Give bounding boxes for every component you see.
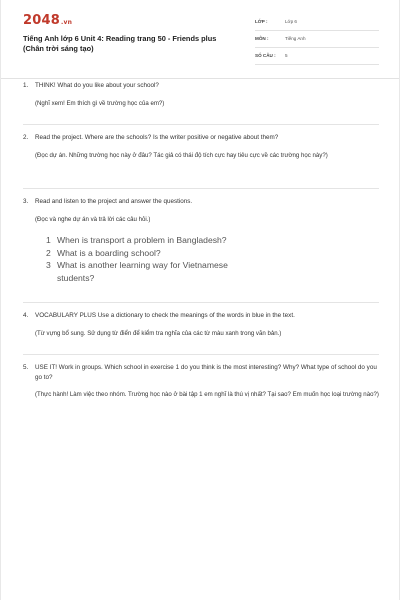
sub-question-text: What is a boarding school? [57, 247, 161, 258]
meta-row-subject [255, 32, 379, 48]
meta-value: Lớp 6 [285, 19, 297, 24]
question-2 [23, 133, 381, 160]
question-1 [23, 81, 381, 108]
question-number: 4. [23, 312, 29, 319]
question-divider [23, 124, 379, 125]
sub-question-list [46, 234, 381, 284]
logo-suffix: .vn [60, 19, 73, 26]
question-divider [23, 188, 379, 189]
meta-label: MÔN : [255, 36, 269, 41]
sub-question-item [46, 259, 257, 284]
question-text: THINK! What do you like about your school? [35, 82, 159, 89]
meta-label: LỚP : [255, 19, 268, 24]
sub-question-item [46, 234, 381, 247]
meta-label: SỐ CÂU : [255, 53, 276, 58]
question-text: Read and listen to the project and answer the questions. [35, 198, 193, 205]
sub-question-number: 3 [46, 260, 51, 270]
logo-text: 2048 [23, 13, 60, 28]
site-logo[interactable] [23, 13, 72, 28]
question-4 [23, 311, 381, 338]
question-3 [23, 197, 381, 284]
question-translation: (Từ vựng bổ sung. Sử dụng từ điển để kiểm tra nghĩa của các từ màu xanh trong văn bản.) [35, 329, 282, 337]
question-text: USE IT! Work in groups. Which school in exercise 1 do you think is the most interesting? Why? What type of school do you go to? [35, 364, 377, 381]
meta-value: 5 [285, 53, 288, 58]
question-translation: (Thực hành! Làm việc theo nhóm. Trường học nào ở bài tập 1 em nghĩ là thú vị nhất? Tại sao? Em muốn học loại trường nào?) [35, 391, 379, 398]
question-translation: (Nghĩ xem! Em thích gì về trường học của em?) [35, 99, 165, 107]
question-divider [23, 302, 379, 303]
question-translation: (Đọc dự án. Những trường học này ở đâu? Tác giả có thái độ tích cực hay tiêu cực về các trường học này?) [35, 151, 328, 159]
question-number: 5. [23, 364, 29, 371]
question-number: 2. [23, 134, 29, 141]
sub-question-text: What is another learning way for Vietnamese students? [57, 260, 228, 283]
meta-info [255, 15, 379, 66]
question-divider [23, 354, 379, 355]
document-title: Tiếng Anh lớp 6 Unit 4: Reading trang 50 - Friends plus (Chân trời sáng tạo) [23, 34, 217, 53]
question-text: Read the project. Where are the schools? Is the writer positive or negative about them? [35, 134, 279, 141]
sub-question-text: When is transport a problem in Bangladesh? [57, 235, 227, 245]
question-5 [23, 363, 381, 400]
question-number: 3. [23, 198, 29, 205]
sub-question-item [46, 247, 381, 260]
question-translation: (Đọc và nghe dự án và trả lời các câu hỏi.) [35, 215, 151, 223]
question-text: VOCABULARY PLUS Use a dictionary to check the meanings of the words in blue in the text. [35, 312, 295, 319]
meta-value: Tiếng Anh [285, 36, 306, 41]
question-number: 1. [23, 82, 29, 89]
meta-row-question-count [255, 49, 379, 65]
sub-question-number: 2 [46, 247, 51, 258]
sub-question-number: 1 [46, 235, 51, 245]
worksheet-header [1, 0, 399, 79]
meta-row-grade [255, 15, 379, 31]
